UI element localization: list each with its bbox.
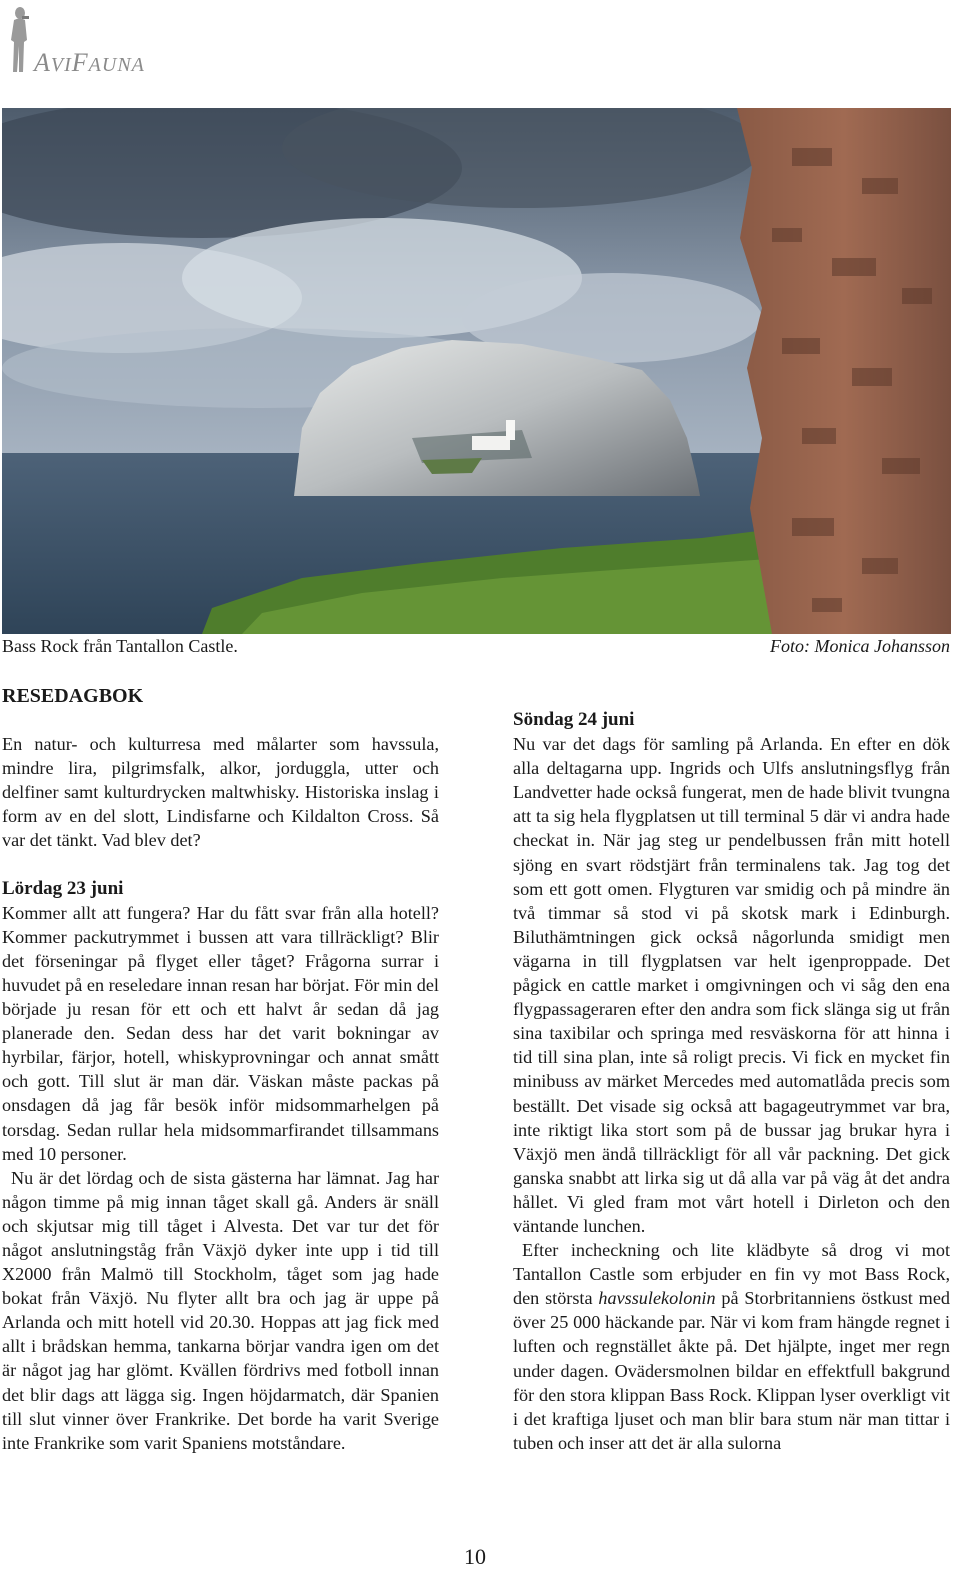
section-heading-lordag: Lördag 23 juni: [2, 877, 124, 899]
paragraph: Efter incheckning och lite klädbyte så drog vi mot Tantallon Castle som erbjuder en fin vy mot Bass Rock, den största havssulekolonin på Storbritanniens östkust med över 25 000 häckande par. När vi kom fram hängde regnet i luften och regnstället åkte på. Det hjälpte, inget mer regn under dagen. Ovädersmolnen bildar en effektfull bakgrund för den stora klippan Bass Rock. Klippan lyser overkligt vit i det kraftiga ljuset och man blir bara stum när man tittar i tuben och inser att det är alla sulorna: [513, 1240, 950, 1453]
paragraph: Nu var det dags för samling på Arlanda. En efter en dök alla deltagarna upp. Ingrids och Ulfs anslutningsflyg från Landvetter hade också fungerat, men de hade blivit tvungna att ta sig hela flygplatsen ut till terminal 5 där vi andra hade checkat in. När jag steg ur pendelbussen från mitt hotell sjöng en svart rödstjärt från terminalens tak. Jag tog det som ett gott omen. Flygturen var smidig och på mindre än två timmar så stod vi på skotsk mark i Edinburgh. Biluthämtningen gick också någorlunda smidigt men vägarna in till flygplatsen var helt igenproppade. Det pågick en cattle market i omgivningen och vi såg den ena flygpassageraren efter den andra som fick slänga sig ut från sina taxibilar och springa med resväskorna för att hinna i tid till sina plan, inte så roligt precis. Vi fick en mycket fin minibuss av märket Mercedes med automatlåda precis som beställt. Det visade sig också att bagageutrymmet var bra, inte riktigt lika stort som på de bussar jag brukar hyra i Växjö men ändå tillräckligt för all vår packning. Det gick ganska snabbt att lirka sig ut då alla var på väg åt det andra hållet. Vi gled fram mot vårt hotell i Dirleton och den väntande lunchen.: [513, 734, 950, 1236]
photo-caption: Bass Rock från Tantallon Castle.: [2, 636, 238, 656]
paragraph: Kommer allt att fungera? Har du fått svar från alla hotell? Kommer packutrymmet i bussen att vara tillräckligt? Blir det förseningar på flyget eller tåget? Frågorna surrar i huvudet på en reseledare innan resan har börjat. För min del började ju resan för ett och ett halvt år sedan då jag planerade den. Sedan dess har det varit bokningar av hyrbilar, färjor, hotell, whiskyprovningar och annat smått och gott. Till slut är man där. Väskan måste packas på onsdagen då jag får besök inför midsommarhelgen på torsdag. Sedan rullar hela midsommarfirandet tillsammans med 10 personer.: [2, 902, 439, 1164]
page-number: 10: [464, 1544, 486, 1569]
article-intro: En natur- och kulturresa med målarter som havssula, mindre lira, pilgrimsfalk, alkor, jorduggla, utter och delfiner samt kulturdrycken maltwhisky. Historiska inslag i form av en del slott, Lindisfarne och Kildalton Cross. Så var det tänkt. Vad blev det?: [2, 734, 439, 851]
article-column-right: [513, 708, 950, 1455]
avifauna-logo: [4, 4, 204, 76]
birdwatcher-figure-icon: [8, 6, 30, 74]
bass-rock-photo: [2, 108, 951, 634]
section-heading-sondag: Söndag 24 juni: [513, 709, 635, 730]
photo-credit: Foto: Monica Johansson: [770, 636, 950, 656]
article-title: RESEDAGBOK: [2, 685, 144, 707]
logo-wordmark: AVIFAUNA: [34, 48, 145, 77]
paragraph: Nu är det lördag och de sista gästerna har lämnat. Jag har någon timme på mig innan tåget skall gå. Anders är snäll och skjutsar mig till tåget i Alvesta. Det var tur det för något anslutningståg från Växjö dyker inte upp i tid till X2000 från Malmö till Stockholm, tåget som jag hade bokat från Växjö. Nu flyter allt bra och jag är uppe på Arlanda och mitt hotell vid 20.30. Hoppas att jag fick med allt i brådskan hemma, tankarna börjar vandra igen om det är något jag har glömt. Kvällen fördrivs med fotboll innan det blir dags att lägga sig. Ingen höjdarmatch, där Spanien till slut vinner över Frankrike. Det borde ha varit Sverige inte Frankrike som varit Spaniens motståndare.: [2, 1167, 439, 1453]
italic-term: havssulekolonin: [598, 1288, 716, 1309]
article-column-left: [2, 684, 439, 1455]
